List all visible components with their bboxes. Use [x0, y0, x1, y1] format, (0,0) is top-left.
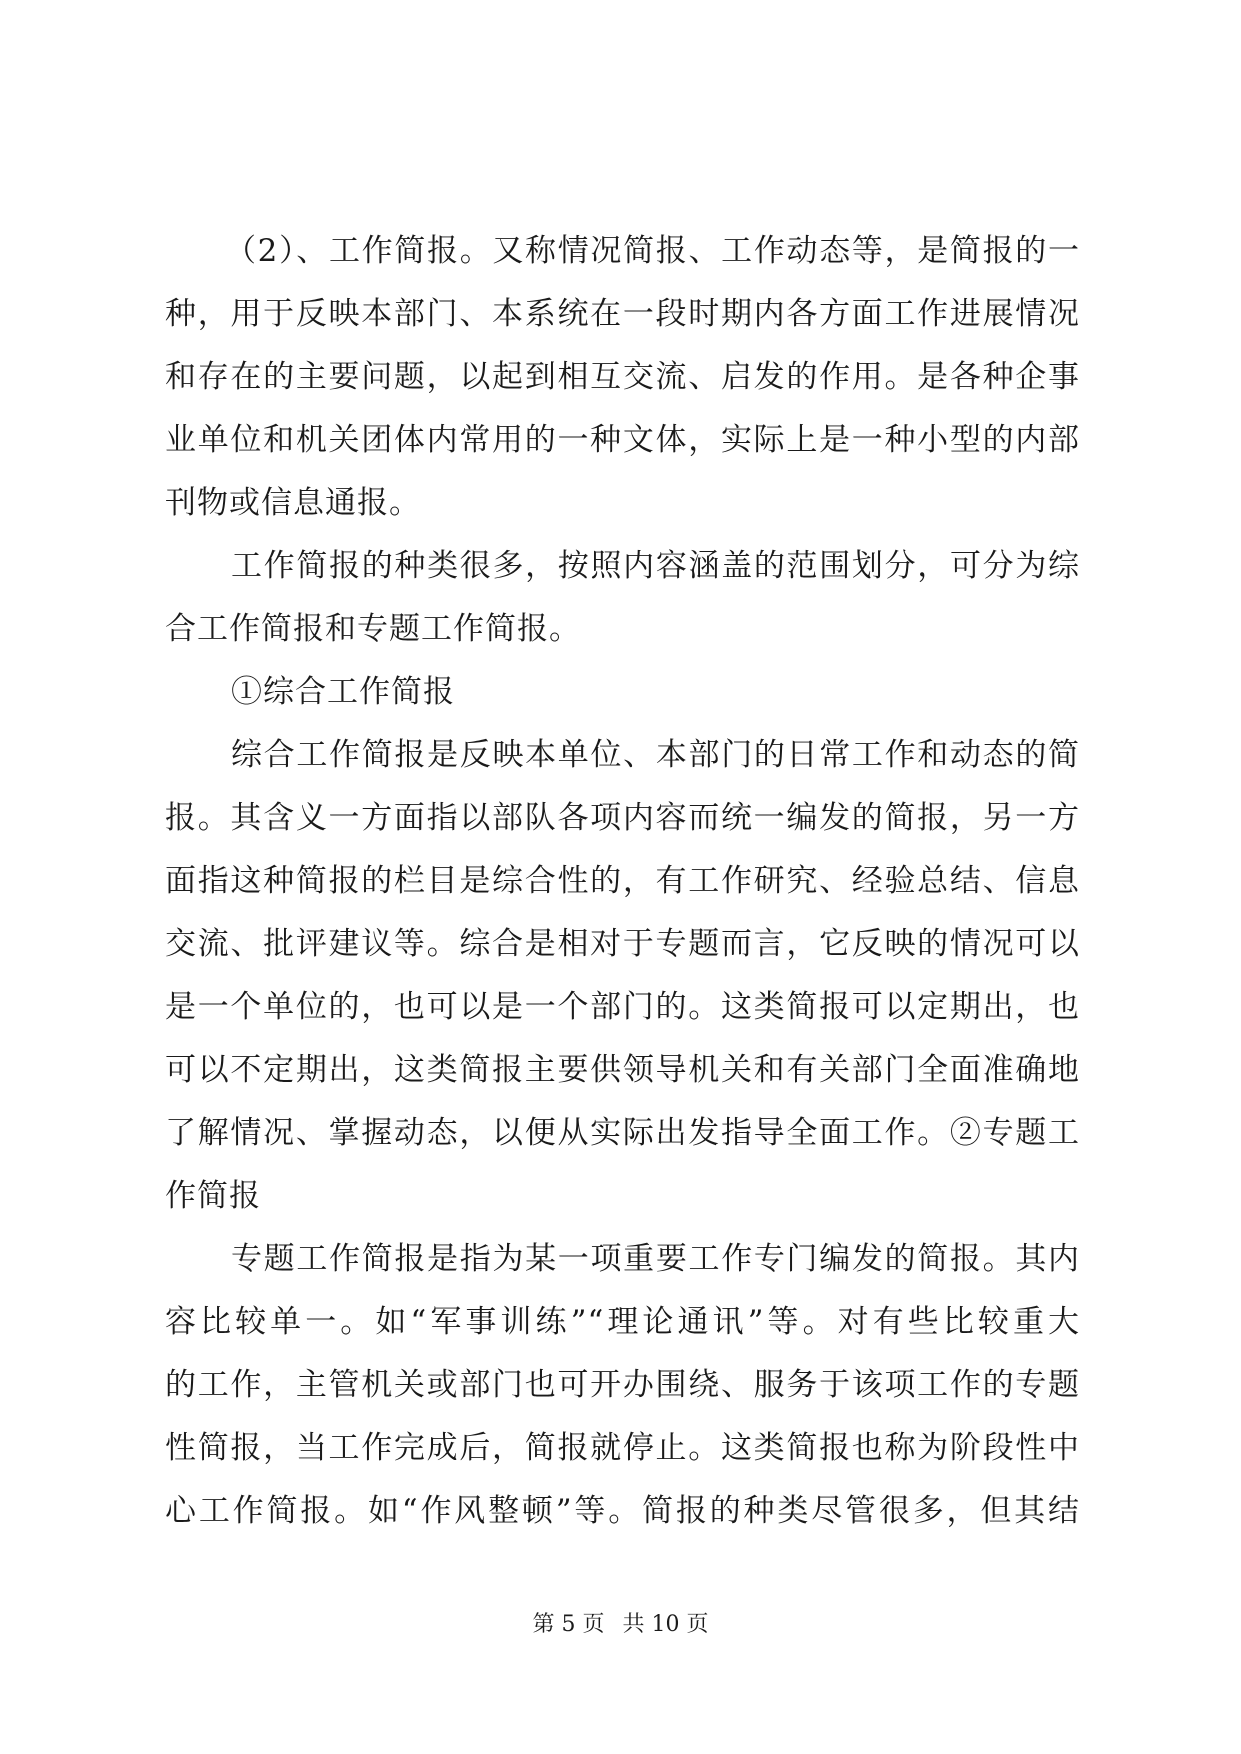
- paragraph-line: 可以不定期出，这类简报主要供领导机关和有关部门全面准确地: [165, 1052, 1080, 1088]
- paragraph-line: 刊物或信息通报。: [165, 485, 421, 521]
- paragraph-line: 种，用于反映本部门、本系统在一段时期内各方面工作进展情况: [165, 296, 1080, 332]
- page-total: 共 10 页: [622, 1612, 709, 1637]
- page-footer: [0, 1610, 1241, 1640]
- paragraph-line: 工作简报的种类很多，按照内容涵盖的范围划分，可分为综: [231, 548, 1080, 584]
- paragraph-line: 心工作简报。如“作风整顿”等。简报的种类尽管很多，但其结: [165, 1493, 1080, 1529]
- paragraph-line: 容比较单一。如“军事训练”“理论通讯”等。对有些比较重大: [165, 1304, 1080, 1340]
- paragraph-line: 面指这种简报的栏目是综合性的，有工作研究、经验总结、信息: [165, 863, 1080, 899]
- document-body: [165, 220, 1080, 1543]
- page-number: 第 5 页: [532, 1612, 605, 1637]
- paragraph-line: 是一个单位的，也可以是一个部门的。这类简报可以定期出，也: [165, 989, 1080, 1025]
- paragraph-line: 综合工作简报是反映本单位、本部门的日常工作和动态的简: [231, 737, 1080, 773]
- paragraph-line: 性简报，当工作完成后，简报就停止。这类简报也称为阶段性中: [165, 1430, 1080, 1466]
- paragraph-line: 和存在的主要问题，以起到相互交流、启发的作用。是各种企事: [165, 359, 1080, 395]
- paragraph-line: 交流、批评建议等。综合是相对于专题而言，它反映的情况可以: [165, 926, 1080, 962]
- paragraph-line: 的工作，主管机关或部门也可开办围绕、服务于该项工作的专题: [165, 1367, 1080, 1403]
- paragraph-line: （2）、工作简报。又称情况简报、工作动态等，是简报的一: [225, 233, 1080, 269]
- section-heading: ①综合工作简报: [231, 674, 455, 710]
- paragraph-line: 作简报: [165, 1178, 261, 1214]
- paragraph-line: 专题工作简报是指为某一项重要工作专门编发的简报。其内: [231, 1241, 1080, 1277]
- paragraph-line: 报。其含义一方面指以部队各项内容而统一编发的简报，另一方: [165, 800, 1080, 836]
- paragraph-line: 了解情况、掌握动态，以便从实际出发指导全面工作。②专题工: [165, 1115, 1080, 1151]
- paragraph-line: 合工作简报和专题工作简报。: [165, 611, 581, 647]
- paragraph-line: 业单位和机关团体内常用的一种文体，实际上是一种小型的内部: [165, 422, 1080, 458]
